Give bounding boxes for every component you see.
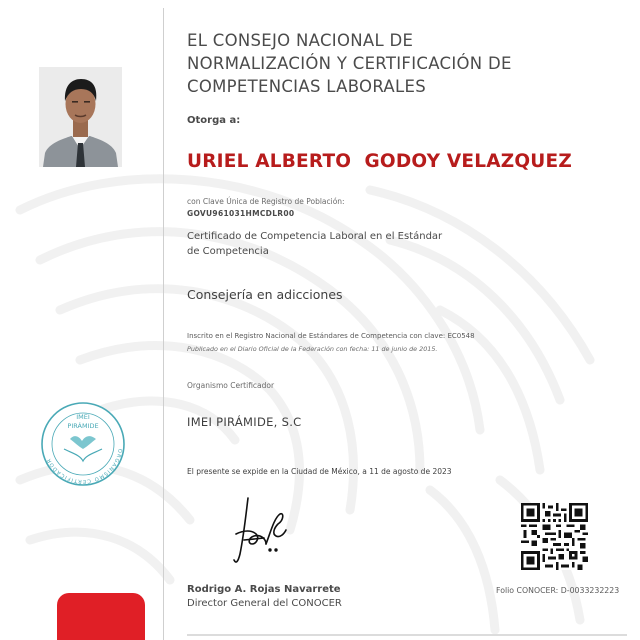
- registry-text: Inscrito en el Registro Nacional de Estándares de Competencia con clave: EC0548: [187, 332, 475, 340]
- certifying-body-label: Organismo Certificador: [187, 381, 275, 390]
- competency-name: Consejería en adicciones: [187, 287, 343, 302]
- organization-title-line: EL CONSEJO NACIONAL DE: [187, 31, 414, 50]
- vertical-divider: [163, 8, 164, 640]
- red-corner-tab: [57, 593, 145, 640]
- published-text: Publicado en el Diario Oficial de la Federación con fecha: 11 de junio de 2015.: [187, 345, 438, 353]
- qr-code-icon: [521, 503, 588, 570]
- grant-label: Otorga a:: [187, 115, 241, 126]
- issuance-text: El presente se expide en la Ciudad de México, a 11 de agosto de 2023: [187, 467, 452, 476]
- signer-name: Rodrigo A. Rojas Navarrete: [187, 584, 341, 595]
- organization-title-line: COMPETENCIAS LABORALES: [187, 77, 427, 96]
- folio-number: Folio CONOCER: D-0033232223: [496, 586, 620, 595]
- bottom-rule: [187, 634, 627, 636]
- seal-ring-text: ORGANISMO CERTIFICADOR: [45, 448, 123, 485]
- certifying-body-name: IMEI PIRÁMIDE, S.C: [187, 415, 302, 429]
- curp-label: con Clave Única de Registro de Población:: [187, 197, 345, 206]
- person-portrait-icon: [39, 67, 122, 167]
- recipient-name: URIEL ALBERTO GODOY VELAZQUEZ: [187, 151, 572, 172]
- signature-icon: [226, 494, 296, 566]
- organization-title: [187, 29, 607, 98]
- certificate-description-line: Certificado de Competencia Laboral en el Estándar: [187, 231, 443, 242]
- organization-title-line: NORMALIZACIÓN Y CERTIFICACIÓN DE: [187, 54, 512, 73]
- certificate-description: [187, 230, 487, 259]
- recipient-photo: [39, 67, 122, 167]
- signer-role: Director General del CONOCER: [187, 598, 342, 609]
- certifier-seal-icon: [40, 401, 126, 487]
- curp-value: GOVU961031HMCDLR00: [187, 209, 295, 218]
- seal-middle-text: PIRÁMIDE: [67, 422, 99, 430]
- certificate-description-line: de Competencia: [187, 245, 269, 257]
- seal-top-text: IMEI: [76, 413, 90, 421]
